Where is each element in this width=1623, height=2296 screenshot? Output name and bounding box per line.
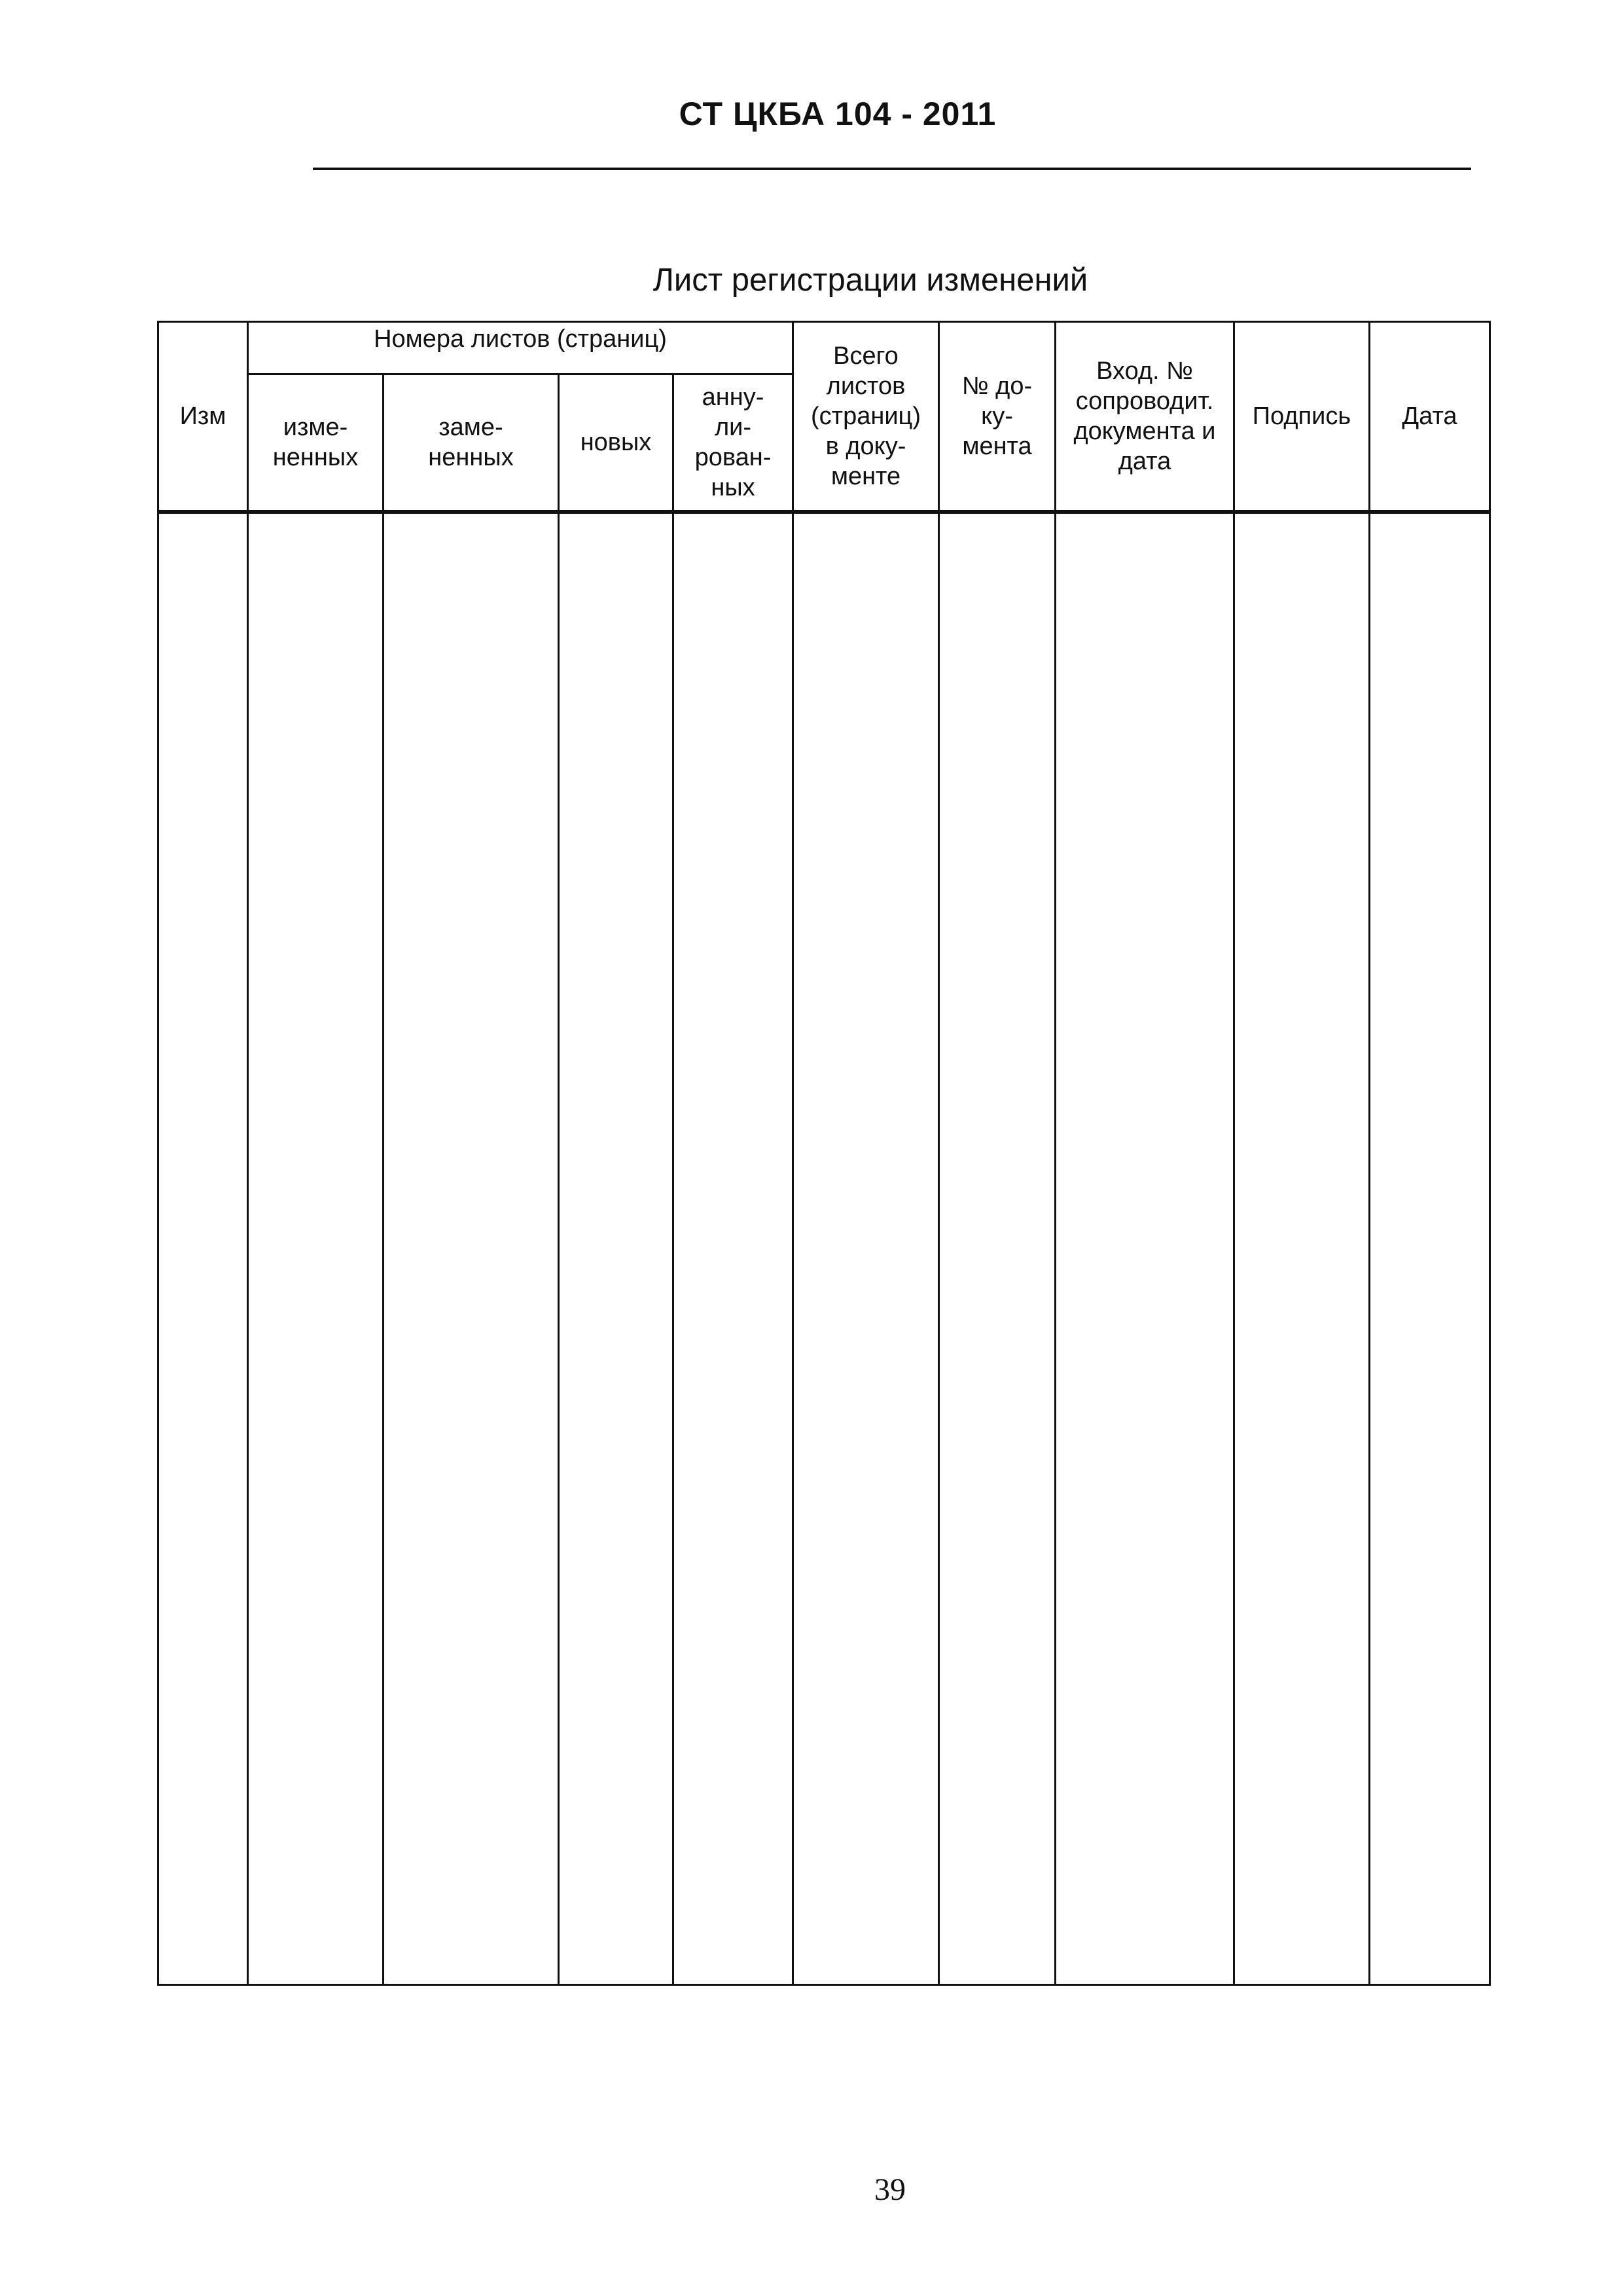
- header-changed: изме- ненных: [248, 374, 383, 512]
- header-new: новых: [559, 374, 673, 512]
- cell-izm: [158, 512, 248, 1985]
- cell-date: [1370, 512, 1490, 1985]
- cell-signature: [1234, 512, 1370, 1985]
- cell-incoming-document: [1056, 512, 1234, 1985]
- table-row: [158, 512, 1490, 1985]
- cell-replaced: [383, 512, 559, 1985]
- header-sheet-numbers-group: Номера листов (страниц): [248, 322, 793, 374]
- header-annulled: анну- ли- рован- ных: [673, 374, 793, 512]
- header-row-top: [158, 322, 1490, 374]
- cell-annulled: [673, 512, 793, 1985]
- sheet-title: Лист регистрации изменений: [652, 262, 1088, 298]
- document-code: СТ ЦКБА 104 - 2011: [679, 96, 997, 132]
- header-replaced: заме- ненных: [383, 374, 559, 512]
- cell-document-number: [939, 512, 1056, 1985]
- header-rule: [313, 168, 1471, 170]
- header-total-sheets: Всего листов (страниц) в доку- менте: [793, 322, 939, 512]
- header-date: Дата: [1370, 322, 1490, 512]
- header-document-number: № до- ку- мента: [939, 322, 1056, 512]
- header-signature: Подпись: [1234, 322, 1370, 512]
- header-izm: Изм: [158, 322, 248, 512]
- cell-new: [559, 512, 673, 1985]
- change-registration-table: [157, 321, 1491, 1986]
- cell-changed: [248, 512, 383, 1985]
- page-number: 39: [874, 2172, 906, 2207]
- header-incoming-document: Вход. № сопроводит. документа и дата: [1056, 322, 1234, 512]
- cell-total-sheets: [793, 512, 939, 1985]
